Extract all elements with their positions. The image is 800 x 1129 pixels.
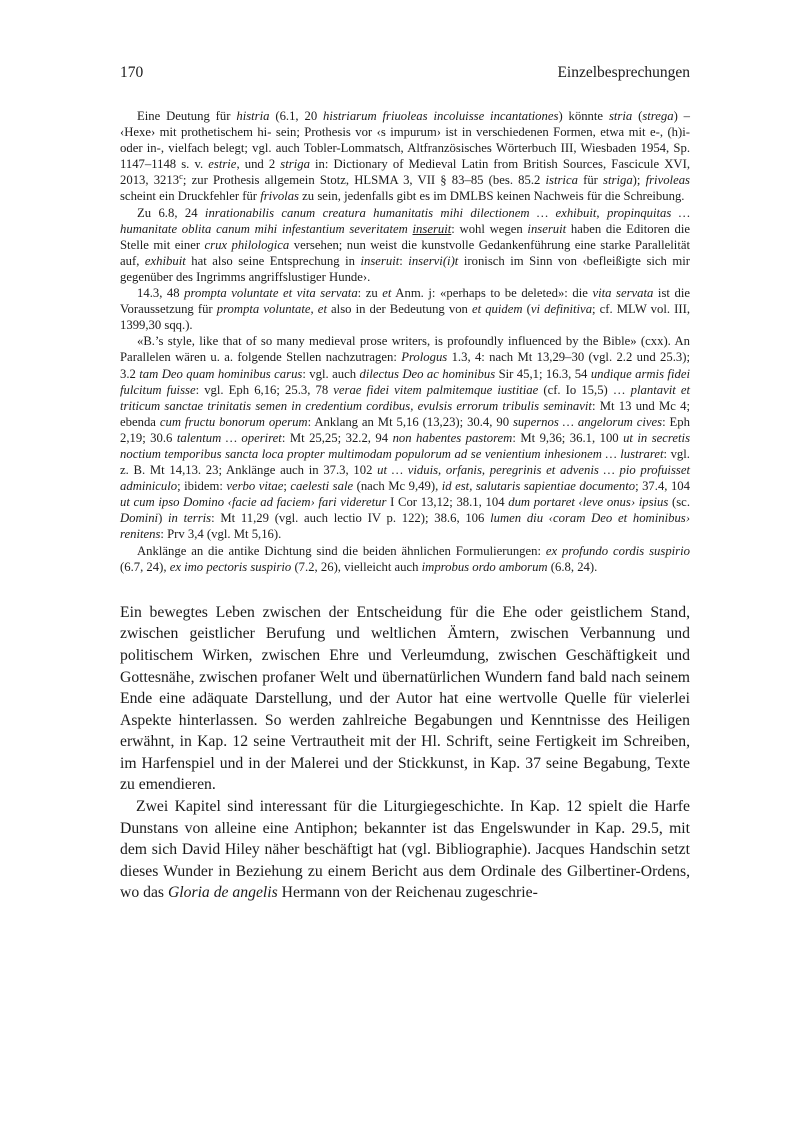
text-run: Gloria de angelis xyxy=(167,884,278,902)
text-run: zu sein, jedenfalls gibt es im DMLBS keinen Nachweis für die Schreibung. xyxy=(299,189,685,204)
text-run: : Prv 3,4 (vgl. Mt 5,16). xyxy=(160,527,282,542)
running-title: Einzelbesprechungen xyxy=(557,64,690,81)
text-run: Zu 6.8, 24 xyxy=(137,205,205,220)
text-run: inseruit xyxy=(412,221,452,236)
paragraph xyxy=(120,108,690,205)
text-run: 14.3, 48 xyxy=(137,286,185,301)
text-run: scheint ein Druckfehler für xyxy=(120,189,261,204)
text-run: id est, salutaris sapientiae documento xyxy=(441,479,636,494)
text-run: frivoleas xyxy=(645,173,690,188)
body-block xyxy=(120,602,690,904)
text-run: in terris xyxy=(168,511,212,526)
text-run: ut cum ipso Domino ‹facie ad faciem› fari videretur xyxy=(120,495,387,510)
text-run: ( xyxy=(632,109,643,123)
text-run: dilectus Deo ac hominibus xyxy=(359,366,496,381)
text-run: ; cf. MLW vol. III, 1399,30 sqq.). xyxy=(120,302,690,333)
text-run: I Cor 13,12; 38.1, 104 xyxy=(386,495,509,510)
text-run: : wohl wegen xyxy=(451,221,528,236)
text-run: lumen diu ‹coram Deo et hominibus› renitens xyxy=(120,511,690,542)
text-run: ) – ‹Hexe› mit prothetischem hi- sein; Prothesis vor ‹s impurum› ist in verschiedenen Formen, etwa mit e-, (h)i- oder in-, vielfach belegt; vgl. auch Tobler-Lommatsch, Altfranzösisches Wörterbuch III, Wiesbaden 1954, Sp. 1147–1148 s. v. xyxy=(120,109,690,172)
text-run: prompta voluntate, et xyxy=(216,302,327,317)
text-run: striga xyxy=(280,157,310,172)
text-run: caelesti sale xyxy=(290,479,354,494)
text-run: crux philologica xyxy=(204,237,290,252)
text-run: versehen; nun weist die kunstvolle Gedankenführung eine starke Parallelität auf, xyxy=(120,237,690,268)
text-run: supernos … angelorum cives xyxy=(512,414,663,429)
text-run: (nach Mc 9,49), xyxy=(353,479,442,494)
text-run: Sir 45,1; 16.3, 54 xyxy=(495,366,591,381)
text-run: ; zur Prothesis allgemein Stotz, HLSMA 3, VII § 83–85 (bes. 85.2 xyxy=(182,173,546,188)
text-run: Anklänge an die antike Dichtung sind die beiden ähnlichen Formulierungen: xyxy=(137,543,546,558)
text-run: Hermann von der Reichenau zugeschrie- xyxy=(277,884,538,902)
text-run: : vgl. auch xyxy=(302,366,360,381)
text-run: : Mt 25,25; 32.2, 94 xyxy=(281,430,393,445)
text-run: ut in secretis noctium temporibus sancta loca propter multimodam populorum ad se venientium inhesionem … lustraret xyxy=(120,430,691,461)
paragraph xyxy=(120,543,690,575)
text-run: non habentes pastorem xyxy=(392,430,513,445)
text-run: ist die Voraussetzung für xyxy=(120,286,690,317)
text-run: , und 2 xyxy=(236,157,281,172)
text-run: ( xyxy=(522,302,531,317)
text-run: exhibuit xyxy=(144,253,186,268)
text-run: undique armis fidei fulcitum fuisse xyxy=(120,366,690,397)
paragraph xyxy=(120,333,690,542)
text-run: (sc. xyxy=(668,495,690,510)
text-run: c xyxy=(179,171,183,182)
apparatus-block xyxy=(120,108,690,575)
text-run: : Eph 2,19; 30.6 xyxy=(120,414,690,445)
text-run: Anm. j: «perhaps to be deleted»: die xyxy=(391,286,593,301)
text-run: talentum … operiret xyxy=(176,430,282,445)
text-run: prompta voluntate et vita servata xyxy=(184,286,358,301)
text-run: 1.3, 4: nach Mt 13,29–30 (vgl. 2.2 und 25.3); 3.2 xyxy=(120,350,690,381)
paragraph xyxy=(120,285,690,333)
text-run: improbus ordo amborum xyxy=(421,559,548,574)
text-run: inseruit xyxy=(527,221,567,236)
paragraph xyxy=(120,796,690,904)
text-run: (7.2, 26), vielleicht auch xyxy=(291,559,422,574)
text-run: ) könnte xyxy=(558,109,609,123)
text-run: frivolas xyxy=(260,189,299,204)
text-run: also in der Bedeutung von xyxy=(326,302,472,317)
page-header xyxy=(120,64,690,82)
text-run: ); xyxy=(632,173,646,188)
text-run: istrica xyxy=(545,173,578,188)
text-run: vita servata xyxy=(592,286,654,301)
text-run: plantavit et triticum sanctae trinitatis semen in credentium cordibus, evulsis errorum tribulis seminavit xyxy=(120,382,690,413)
text-run: ; ibidem: xyxy=(177,479,227,494)
text-run: vi definitiva xyxy=(530,302,593,317)
text-run: haben die Editoren die Stelle mit einer xyxy=(120,221,690,252)
text-run: dum portaret ‹leve onus› ipsius xyxy=(508,495,669,510)
text-run: histria xyxy=(236,109,270,123)
text-run: (6.8, 24). xyxy=(547,559,598,574)
text-run: histriarum friuoleas incoluisse incantationes xyxy=(323,109,559,123)
text-run: ironisch im Sinn von ‹befleißigte sich mir gegenüber des Ingrimms angriffslustiger Hunde›. xyxy=(120,253,691,284)
text-run: (6.7, 24), xyxy=(120,559,170,574)
text-run: estrie xyxy=(208,157,237,172)
text-run: ut … viduis, orfanis, peregrinis et advenis … pio profuisset adminiculo xyxy=(120,463,690,494)
text-run: Zwei Kapitel sind interessant für die Liturgiegeschichte. In Kap. 12 spielt die Harfe Dunstans von alleine eine Antiphon; bekannter ist das Engelswunder in Kap. 29.5, mit dem sich David Hiley näher beschäftigt hat (vgl. Bibliographie). Jacques Handschin setzt dieses Wunder in Beziehung zu einem Bericht aus dem Ordinale des Gilbertiner-Ordens, wo das xyxy=(120,798,690,902)
text-run: et quidem xyxy=(471,302,523,317)
text-run: : Mt 13 und Mc 4; ebenda xyxy=(120,398,690,429)
text-run: verae fidei vitem palmitemque iustitiae xyxy=(333,382,539,397)
text-run: : vgl. Eph 6,16; 25.3, 78 xyxy=(195,382,334,397)
paragraph xyxy=(120,205,690,285)
text-run: in: Dictionary of Medieval Latin from British Sources, Fascicule XVI, 2013, 3213 xyxy=(120,157,690,188)
text-run: (6.1, 20 xyxy=(269,109,324,123)
text-run: : Mt 11,29 (vgl. auch lectio IV p. 122); 38.6, 106 xyxy=(211,511,491,526)
text-run: für xyxy=(577,173,604,188)
text-run: tam Deo quam hominibus carus xyxy=(139,366,303,381)
text-run: (cf. Io 15,5) … xyxy=(538,382,631,397)
text-run: ; xyxy=(283,479,291,494)
page-content xyxy=(120,64,690,904)
paragraph xyxy=(120,602,690,796)
text-run: Prologus xyxy=(401,350,448,365)
text-run: strega xyxy=(642,109,674,123)
text-run: ex imo pectoris suspirio xyxy=(169,559,292,574)
text-run: inservi(i)t xyxy=(408,253,459,268)
text-run: Eine Deutung für xyxy=(137,109,237,123)
text-run: stria xyxy=(608,109,633,123)
text-run: : Anklang an Mt 5,16 (13,23); 30.4, 90 xyxy=(307,414,513,429)
text-run: : Mt 9,36; 36.1, 100 xyxy=(512,430,624,445)
text-run: ) xyxy=(158,511,169,526)
text-run: verbo vitae xyxy=(226,479,284,494)
text-run: : zu xyxy=(357,286,383,301)
text-run: inrationabilis canum creatura humanitatis mihi dilectionem … exhibuit, propinquitas … humanitate oblita canum mihi infestantium severitatem xyxy=(120,205,690,236)
text-run: ; 37.4, 104 xyxy=(635,479,690,494)
text-run: hat also seine Entsprechung in xyxy=(185,253,361,268)
text-run: striga xyxy=(603,173,633,188)
page-number: 170 xyxy=(120,64,144,81)
text-run: ex profundo cordis suspirio xyxy=(545,543,690,558)
text-run: : vgl. z. B. Mt 14,13. 23; Anklänge auch in 37.3, 102 xyxy=(120,446,690,478)
text-run: «B.’s style, like that of so many medieval prose writers, is profoundly influenced by the Bible» (cxx). An Parallelen wären u. a. folgende Stellen nachzutragen: xyxy=(120,334,690,365)
text-run: cum fructu bonorum operum xyxy=(159,414,308,429)
text-run: Ein bewegtes Leben zwischen der Entscheidung für die Ehe oder geistlichem Stand, zwischen geistlicher Berufung und weltlichen Ämtern, zwischen Verbannung und politischem Wirken, zwischen Ehre und Verleumdung, zwischen Geschäftigkeit und Gottesnähe, zwischen profaner Welt und übernatürlichen Wundern fand bald nach seinem Ende eine adäquate Darstellung, und der Autor hat eine wertvolle Quelle für vielerlei Aspekte hinterlassen. So werden zahlreiche Begabungen und Kenntnisse des Heiligen erwähnt, in Kap. 12 seine Vertrautheit mit der Hl. Schrift, seine Fertigkeit im Schreiben, im Harfenspiel und in der Malerei und der Stickkunst, in Kap. 37 seine Begabung, Texte zu emendieren. xyxy=(120,603,690,794)
text-run: inseruit xyxy=(360,253,400,268)
text-run: : xyxy=(399,253,409,268)
text-run: et xyxy=(382,286,392,301)
text-run: Domini xyxy=(120,511,159,526)
